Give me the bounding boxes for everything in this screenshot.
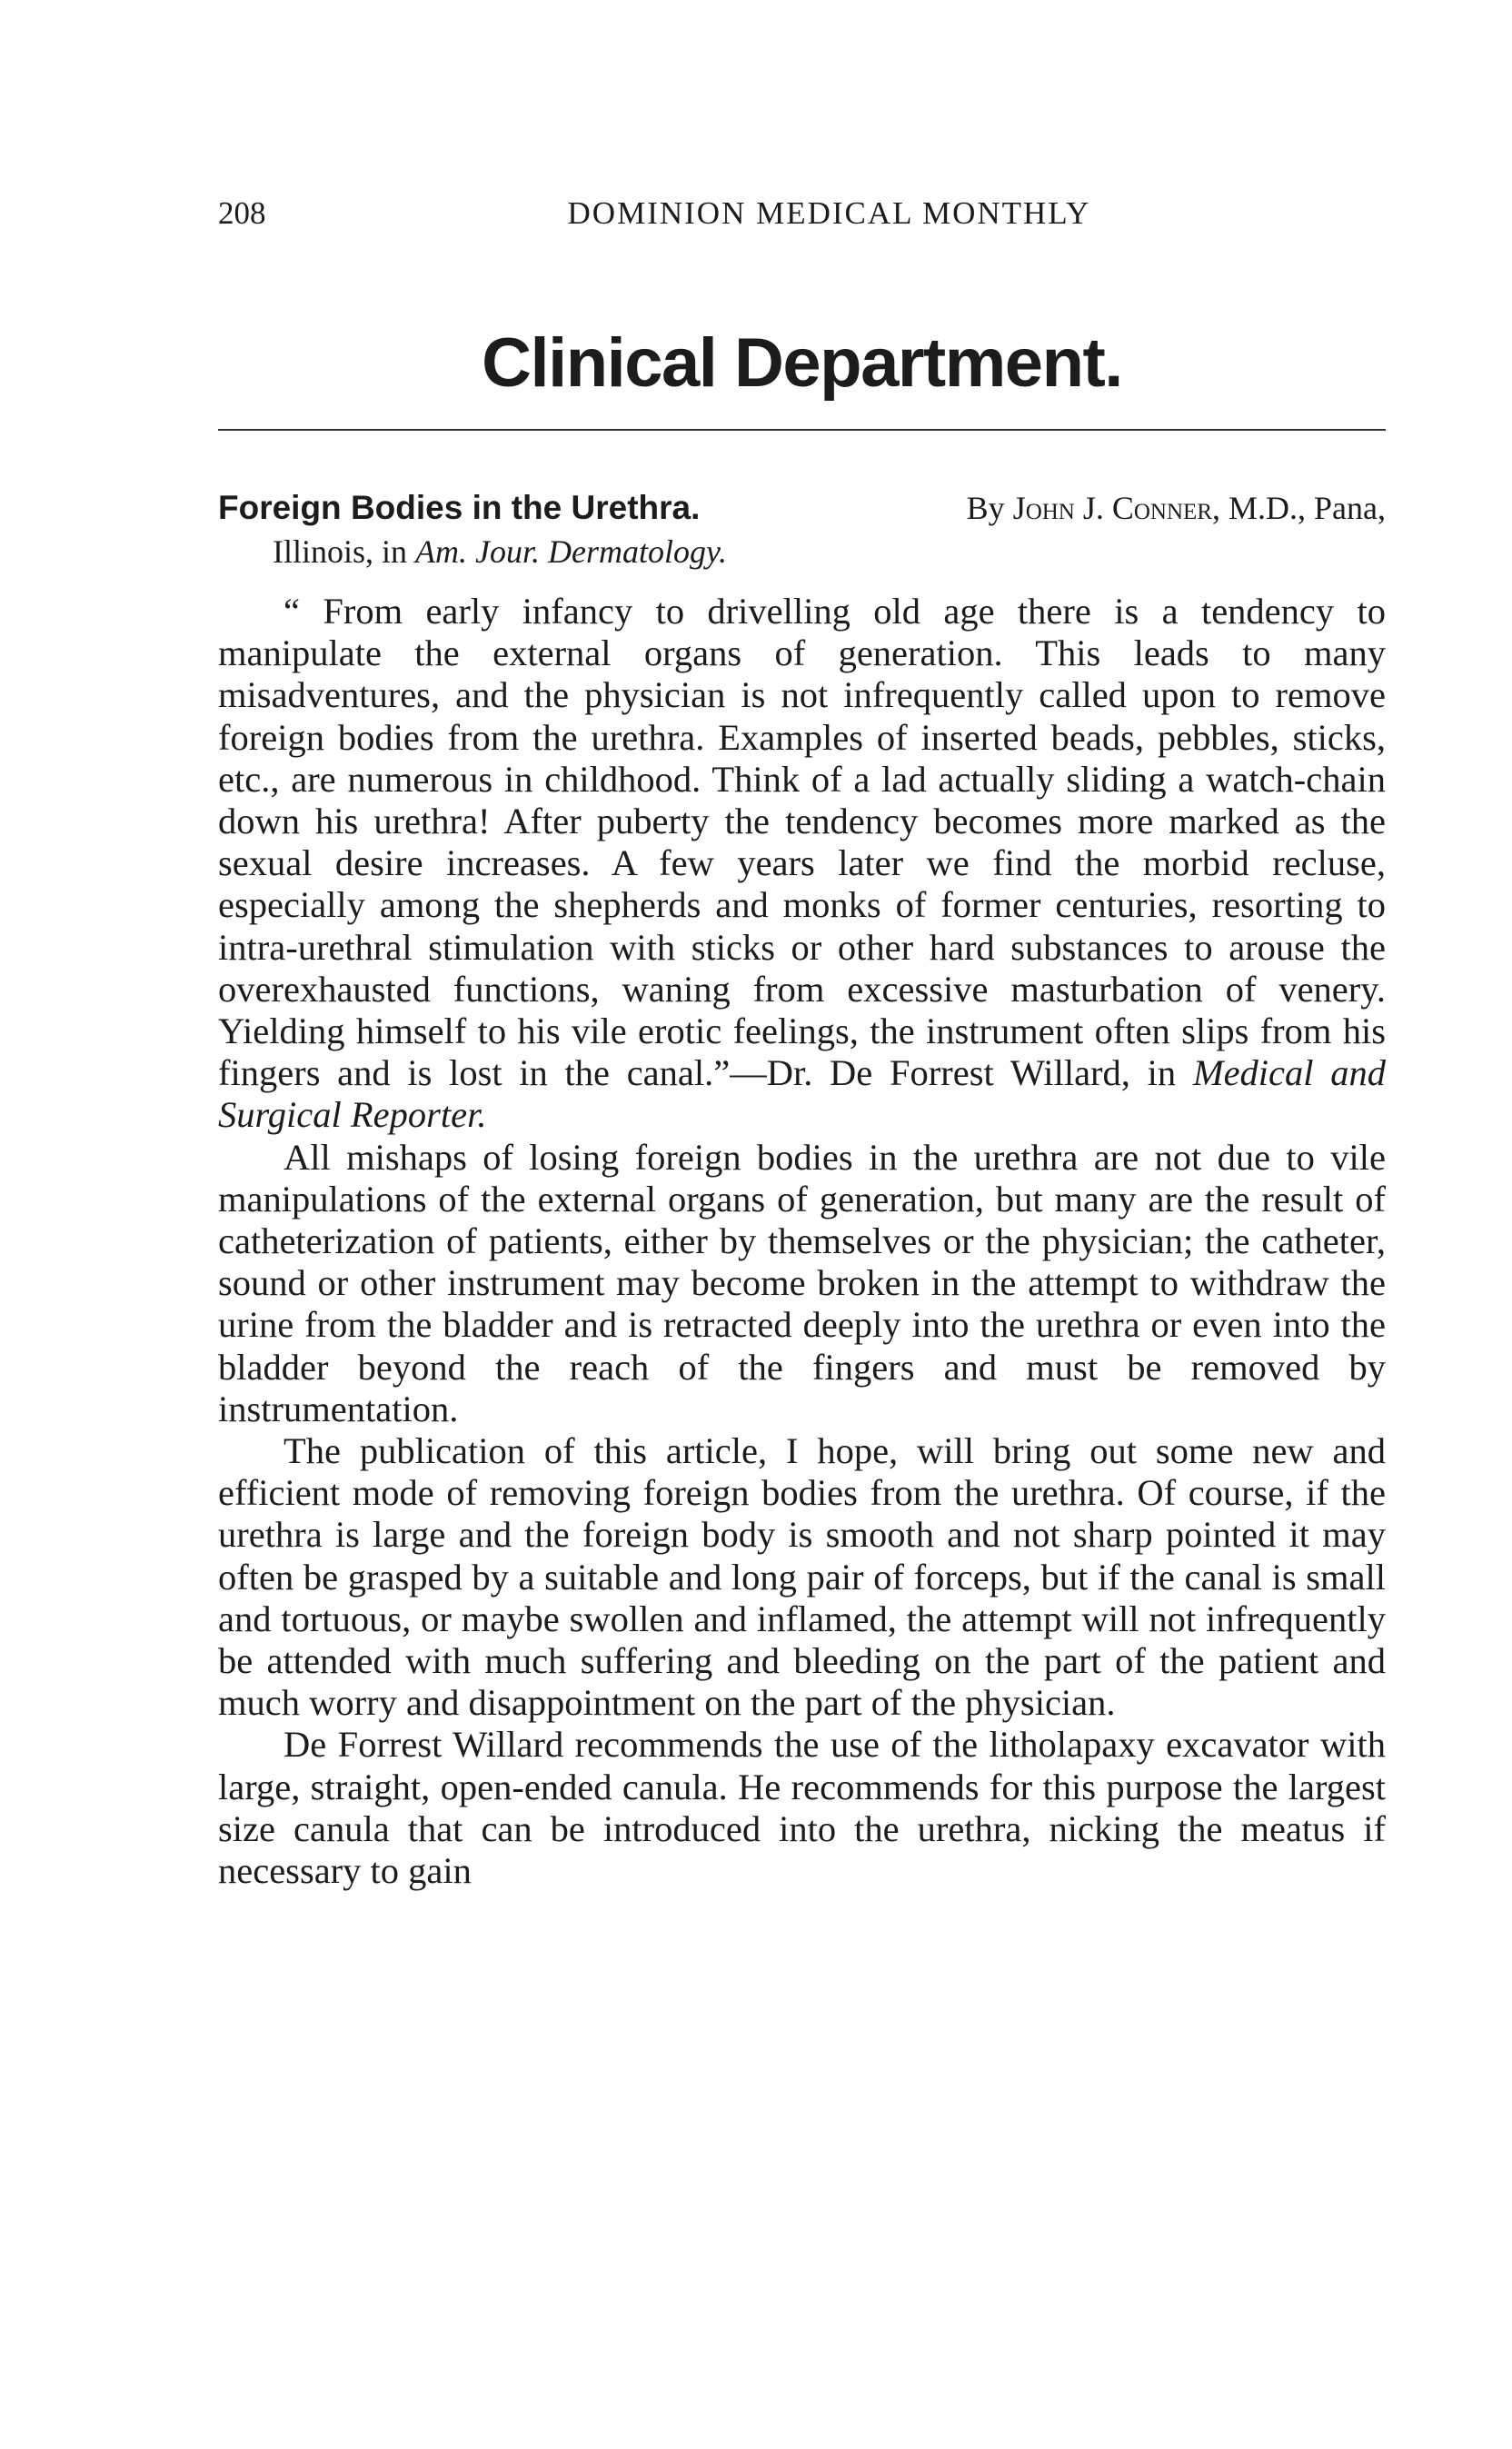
paragraph-2: All mishaps of losing foreign bodies in the urethra are not due to vile manipulations of the external organs of generation, but many are the result of catheterization of patients, either by themselves or the physician; the catheter, sound or other instrument may become broken in the attempt to withdraw the urine from the bladder and is retracted deeply into the urethra or even into the bladder beyond the reach of the fingers and must be removed by instrumentation. <box>218 1136 1386 1429</box>
section-title: Clinical Department. <box>482 324 1122 402</box>
article-body <box>218 591 1386 1892</box>
running-head <box>218 191 1386 236</box>
source-line <box>218 530 1386 573</box>
article-title: Foreign Bodies in the Urethra. <box>218 489 701 526</box>
paragraph-4: De Forrest Willard recommends the use of the litholapaxy excavator with large, straight, open-ended canula. He recommends for this purpose the largest size canula that can be introduced into the urethra, nicking the meatus if necessary to gain <box>218 1724 1386 1892</box>
byline-row <box>218 486 1386 530</box>
paragraph-3: The publication of this article, I hope, will bring out some new and efficient mode of removing foreign bodies from the urethra. Of course, if the urethra is large and the foreign body is smooth and not sharp pointed it may often be grasped by a suitable and long pair of forceps, but if the canal is small and tortuous, or maybe swollen and inflamed, the attempt will not infrequently be attended with much suffering and bleeding on the part of the patient and much worry and disappointment on the part of the physician. <box>218 1430 1386 1724</box>
author-degree: , M.D., Pana, <box>1212 490 1386 526</box>
page-number: 208 <box>218 195 266 231</box>
paragraph-1 <box>218 591 1386 1137</box>
byline-by: By <box>966 490 1005 526</box>
paragraph-1-text: “ From early infancy to drivelling old age there is a tendency to manipulate the external organs of generation. This leads to many misadventures, and the physician is not infrequently called upon to remove foreign bodies from the urethra. Examples of inserted beads, pebbles, sticks, etc., are numerous in childhood. Think of a lad actually sliding a watch-chain down his urethra! After puberty the tendency becomes more marked as the sexual desire increases. A few years later we find the morbid recluse, especially among the shepherds and monks of former centuries, resorting to intra-urethral stimulation with sticks or other hard substances to arouse the overexhausted functions, waning from excessive masturbation of venery. Yielding himself to his vile erotic feelings, the instrument often slips from his fingers and is lost in the canal.”—Dr. De Forrest Willard, in <box>218 591 1386 1094</box>
location-prefix: Illinois, in <box>273 533 408 570</box>
source-journal: Am. Jour. Dermatology. <box>415 533 727 570</box>
byline <box>967 486 1386 530</box>
author-name: John J. Conner <box>1012 490 1212 526</box>
section-divider <box>218 429 1386 431</box>
journal-title: DOMINION MEDICAL MONTHLY <box>567 195 1091 231</box>
article-heading <box>218 486 1386 573</box>
paragraph-1-source: Medical and Surgical Reporter. <box>218 1052 1386 1136</box>
